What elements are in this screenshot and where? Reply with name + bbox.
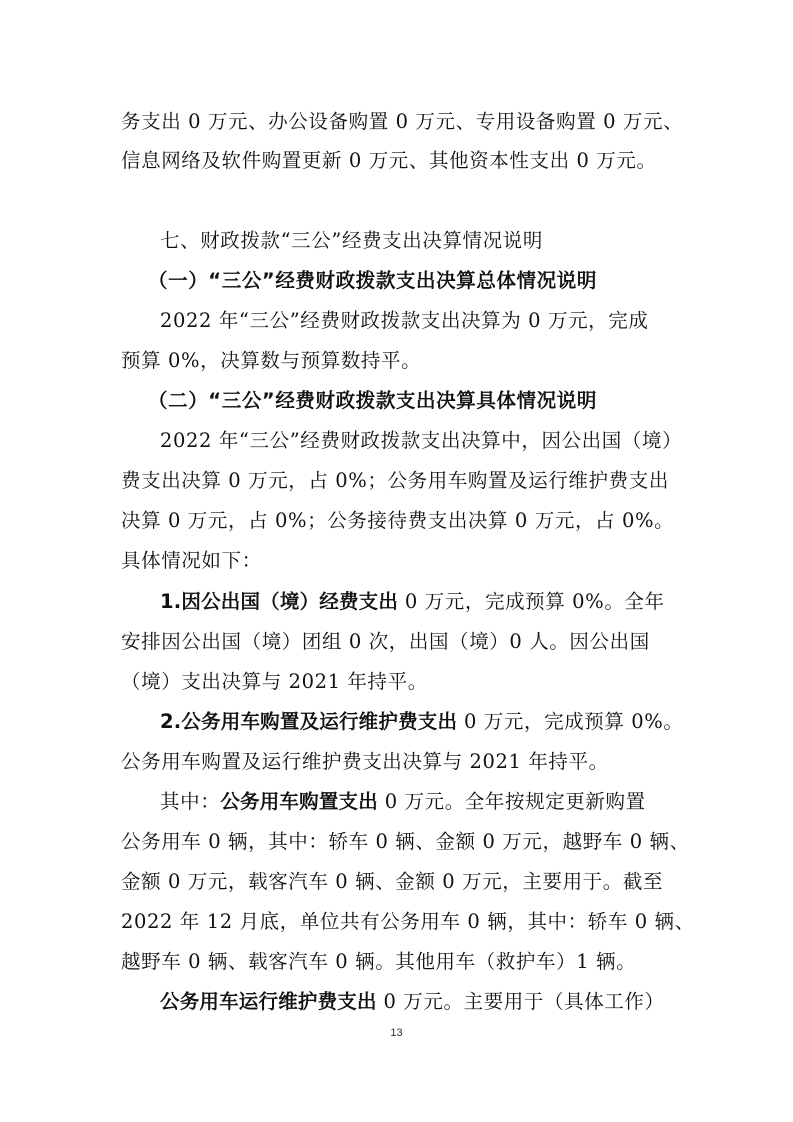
body-line: 信息网络及软件购置更新 0 万元、其他资本性支出 0 万元。: [121, 149, 657, 172]
body-line: 预算 0%，决算数与预算数持平。: [121, 349, 422, 372]
body-line: 越野车 0 辆、载客汽车 0 辆。其他用车（救护车）1 辆。: [121, 950, 637, 973]
body-line: （境）支出决算与 2021 年持平。: [121, 670, 428, 693]
body-line: 金额 0 万元，载客汽车 0 辆、金额 0 万元，主要用于。截至: [121, 870, 664, 893]
body-line: 2022 年 12 月底，单位共有公务用车 0 辆，其中：轿车 0 辆、: [121, 910, 695, 933]
section-heading: 七、财政拨款“三公”经费支出决算情况说明: [160, 229, 543, 252]
body-text: 其中：: [160, 790, 221, 813]
body-line: 决算 0 万元，占 0%；公务接待费支出决算 0 万元，占 0%。: [121, 509, 675, 532]
bold-term: 2.公务用车购置及运行维护费支出: [160, 710, 458, 733]
body-line: [160, 987, 681, 1017]
body-line: 公务用车 0 辆，其中：轿车 0 辆、金额 0 万元，越野车 0 辆、: [121, 830, 690, 853]
body-line: 务支出 0 万元、办公设备购置 0 万元、专用设备购置 0 万元、: [121, 110, 684, 133]
subsection-heading: （一）“三公”经费财政拨款支出决算总体情况说明: [148, 269, 597, 292]
body-line: 2022 年“三公”经费财政拨款支出决算中，因公出国（境）: [160, 429, 683, 452]
bold-term: 公务用车运行维护费支出: [160, 990, 377, 1013]
body-text: 0 万元。全年按规定更新购置: [377, 790, 646, 813]
body-line: [160, 587, 681, 617]
body-line: [160, 707, 684, 737]
body-text: 0 万元。主要用于（具体工作）: [376, 990, 665, 1013]
body-text: 0 万元，完成预算 0%。全年: [398, 590, 665, 613]
body-line: 具体情况如下：: [121, 549, 262, 572]
bold-term: 公务用车购置支出: [220, 790, 378, 813]
subsection-heading: （二）“三公”经费财政拨款支出决算具体情况说明: [148, 389, 597, 412]
bold-term: 1.因公出国（境）经费支出: [160, 590, 399, 613]
body-line: 公务用车购置及运行维护费支出决算与 2021 年持平。: [121, 750, 609, 773]
body-line: [160, 787, 681, 817]
page-number: 13: [390, 1027, 403, 1039]
body-line: 2022 年“三公”经费财政拨款支出决算为 0 万元，完成: [160, 309, 649, 332]
body-line: 安排因公出国（境）团组 0 次，出国（境）0 人。因公出国: [121, 630, 650, 653]
body-line: 费支出决算 0 万元，占 0%；公务用车购置及运行维护费支出: [121, 469, 669, 492]
body-text: 0 万元，完成预算 0%。: [457, 710, 684, 733]
